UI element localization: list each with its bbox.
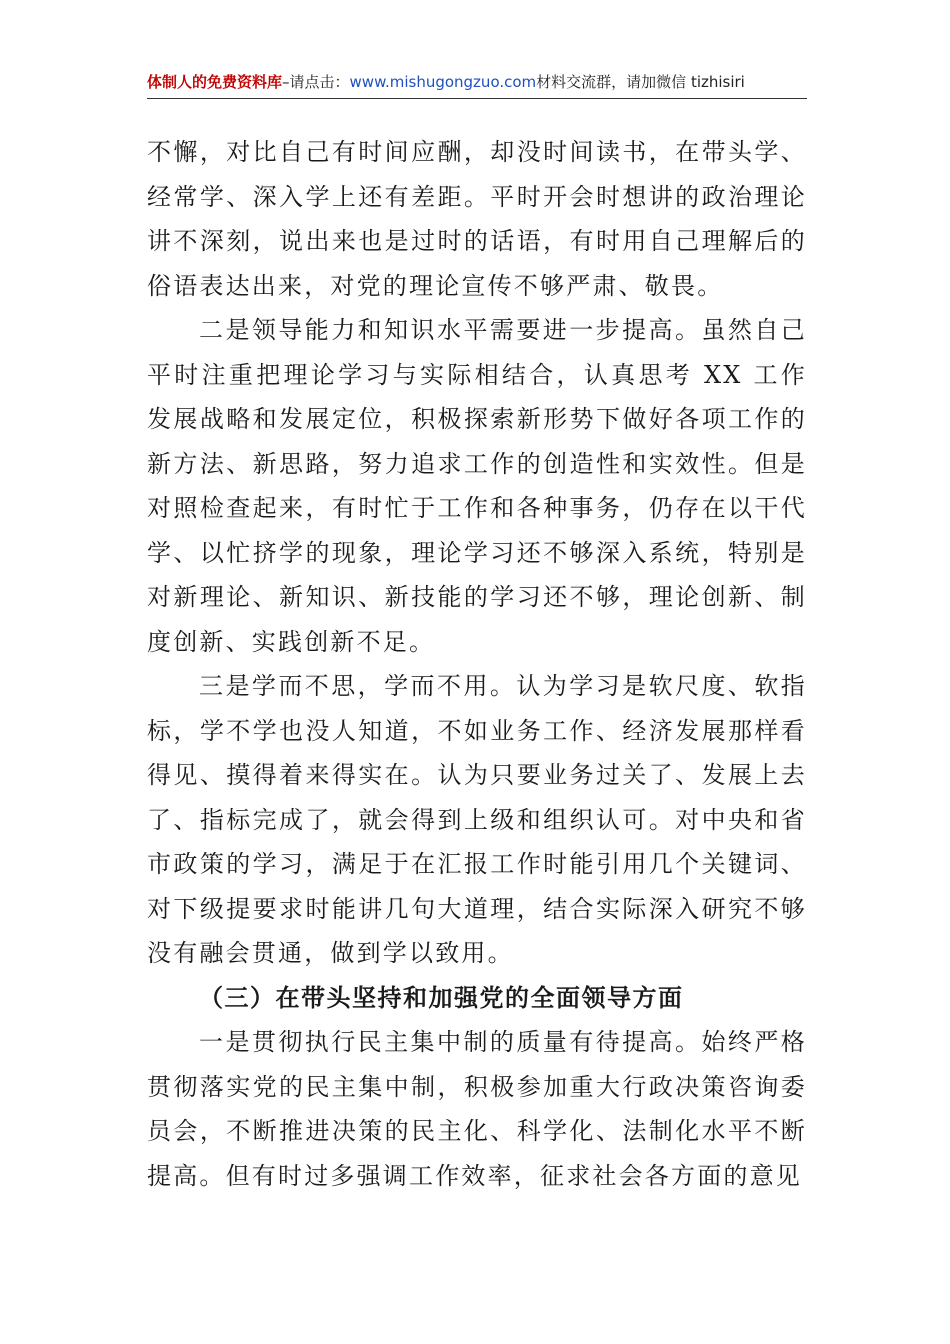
header-prompt: –请点击： — [282, 73, 350, 91]
paragraph-continuation: 不懈，对比自己有时间应酬，却没时间读书，在带头学、经常学、深入学上还有差距。平时开会时想讲的政治理论讲不深刻，说出来也是过时的话语，有时用自己理解后的俗语表达出来，对党的理论宣传不够严肃、敬畏。 — [147, 138, 807, 300]
paragraph-point-three: 三是学而不思，学而不用。认为学习是软尺度、软指标，学不学也没人知道，不如业务工作、经济发展那样看得见、摸得着来得实在。认为只要业务过关了、发展上去了、指标完成了，就会得到上级和组织认可。对中央和省市政策的学习，满足于在汇报工作时能引用几个关键词、对下级提要求时能讲几句大道理，结合实际深入研究不够没有融会贯通，做到学以致用。 — [147, 672, 807, 967]
page-header — [147, 68, 807, 99]
document-body — [147, 130, 807, 1198]
section-heading: （三）在带头坚持和加强党的全面领导方面 — [199, 982, 684, 1012]
header-site-name: 体制人的免费资料库 — [147, 73, 283, 91]
paragraph-point-one: 一是贯彻执行民主集中制的质量有待提高。始终严格贯彻落实党的民主集中制，积极参加重大行政决策咨询委员会，不断推进决策的民主化、科学化、法制化水平不断提高。但有时过多强调工作效率，征求社会各方面的意见 — [147, 1028, 807, 1190]
header-contact: 材料交流群，请加微信 tizhisiri — [536, 73, 745, 91]
header-url-link[interactable]: www.mishugongzuo.com — [349, 73, 537, 91]
paragraph-point-two: 二是领导能力和知识水平需要进一步提高。虽然自己平时注重把理论学习与实际相结合，认真思考 XX 工作发展战略和发展定位，积极探索新形势下做好各项工作的新方法、新思路，努力追求工作的创造性和实效性。但是对照检查起来，有时忙于工作和各种事务，仍存在以干代学、以忙挤学的现象，理论学习还不够深入系统，特别是对新理论、新知识、新技能的学习还不够，理论创新、制度创新、实践创新不足。 — [147, 316, 807, 656]
